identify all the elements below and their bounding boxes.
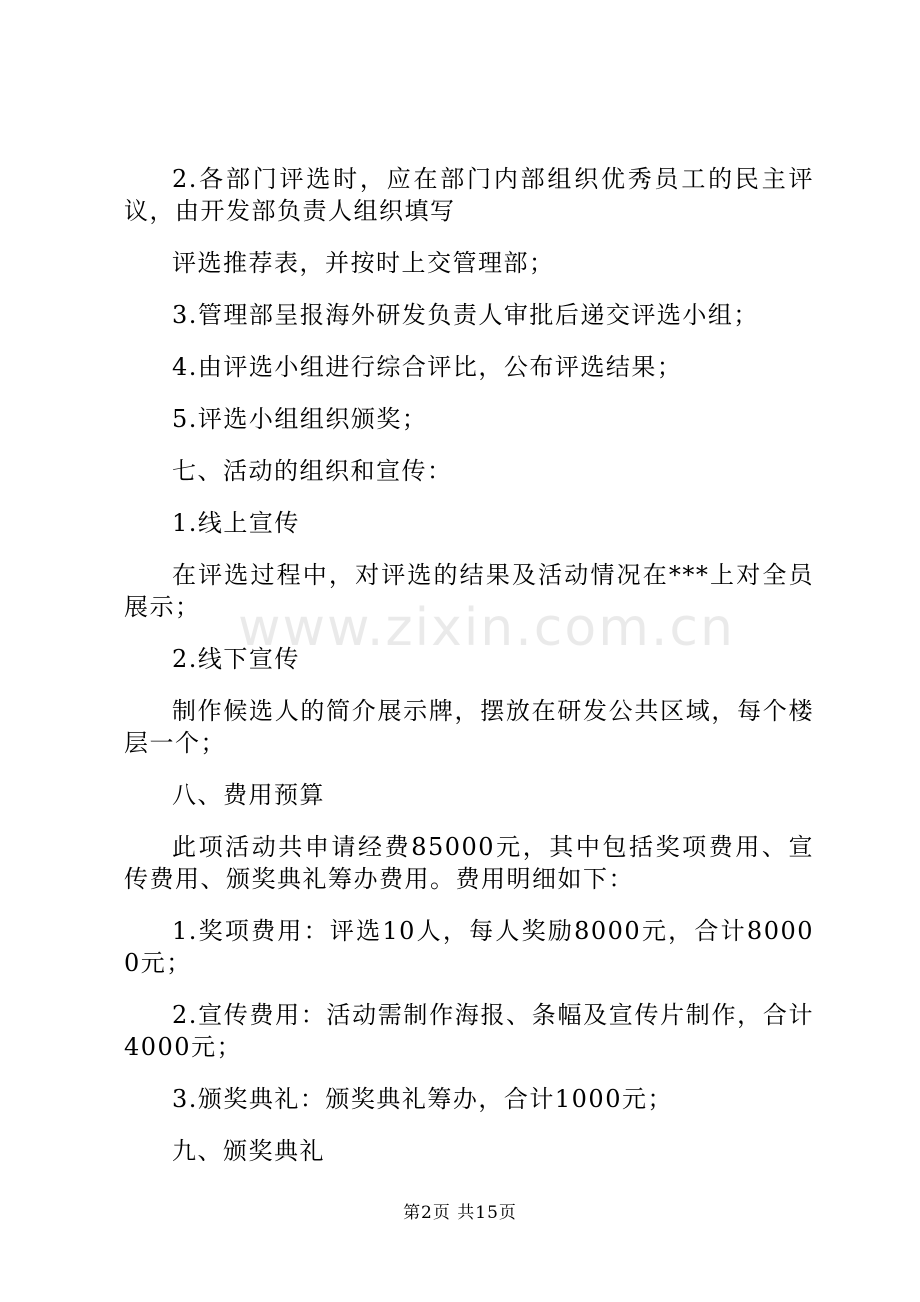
paragraph-8: 在评选过程中，对评选的结果及活动情况在***上对全员展示； bbox=[124, 561, 814, 621]
paragraph-15: 3.颁奖典礼：颁奖典礼筹办，合计1000元； bbox=[172, 1085, 673, 1113]
section-heading-8: 八、费用预算 bbox=[172, 781, 325, 809]
paragraph-7: 1.线上宣传 bbox=[172, 509, 300, 537]
paragraph-3: 3.管理部呈报海外研发负责人审批后递交评选小组； bbox=[172, 301, 759, 329]
paragraph-10: 制作候选人的简介展示牌，摆放在研发公共区域，每个楼层一个； bbox=[124, 697, 814, 757]
watermark: www.zixin.com.cn bbox=[238, 598, 735, 658]
paragraph-4: 4.由评选小组进行综合评比，公布评选结果； bbox=[172, 353, 683, 381]
paragraph-12: 此项活动共申请经费85000元，其中包括奖项费用、宣传费用、颁奖典礼筹办费用。费用明细如下： bbox=[124, 833, 814, 893]
paragraph-13: 1.奖项费用：评选10人，每人奖励8000元，合计80000元； bbox=[124, 917, 814, 977]
paragraph-5: 5.评选小组组织颁奖； bbox=[172, 405, 428, 433]
document-body bbox=[124, 163, 814, 1187]
section-heading-7: 七、活动的组织和宣传： bbox=[172, 457, 453, 485]
paragraph-14: 2.宣传费用：活动需制作海报、条幅及宣传片制作，合计4000元； bbox=[124, 1001, 814, 1061]
page-footer: 第2页 共15页 bbox=[403, 1203, 517, 1223]
paragraph-2: 评选推荐表，并按时上交管理部； bbox=[172, 249, 555, 277]
section-heading-9: 九、颁奖典礼 bbox=[172, 1137, 325, 1165]
paragraph-1: 2.各部门评选时，应在部门内部组织优秀员工的民主评议，由开发部负责人组织填写 bbox=[124, 165, 814, 225]
paragraph-9: 2.线下宣传 bbox=[172, 645, 300, 673]
